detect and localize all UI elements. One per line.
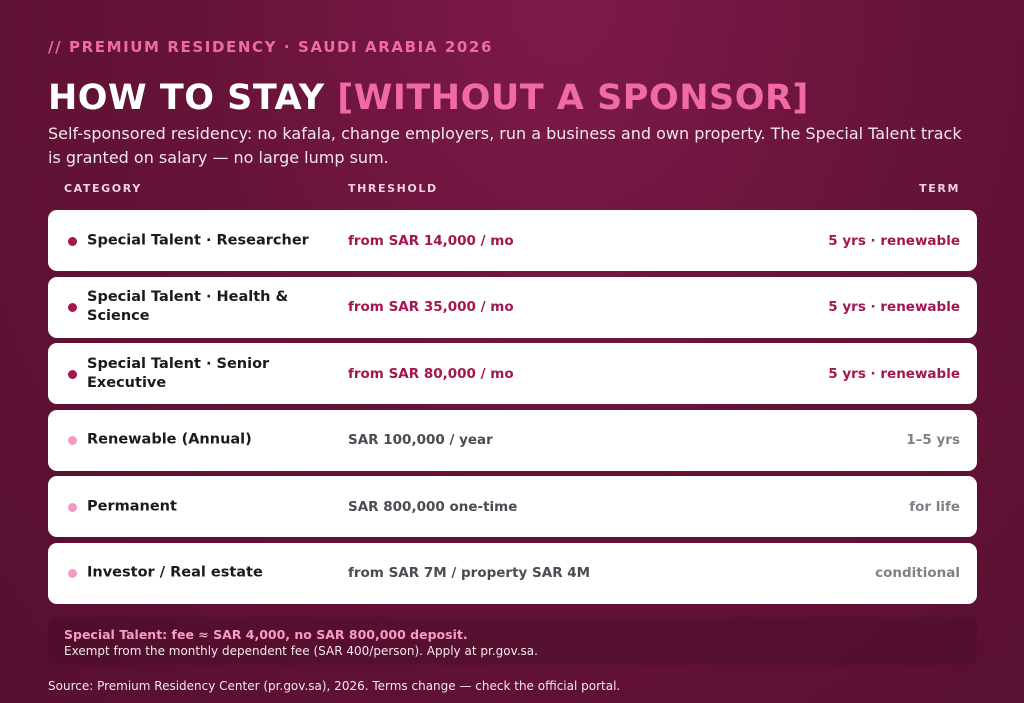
row-term: for life bbox=[909, 498, 960, 515]
note-box bbox=[48, 617, 977, 665]
column-header-threshold: THRESHOLD bbox=[348, 182, 438, 195]
table-row bbox=[48, 343, 977, 404]
title-highlight: [WITHOUT A SPONSOR] bbox=[337, 78, 809, 118]
bullet-dot-icon bbox=[68, 503, 77, 512]
column-header-term: TERM bbox=[919, 182, 960, 195]
column-header-category: CATEGORY bbox=[64, 182, 142, 195]
note-detail: Exempt from the monthly dependent fee (SAR 400/person). Apply at pr.gov.sa. bbox=[64, 644, 538, 658]
row-threshold: from SAR 14,000 / mo bbox=[348, 232, 514, 249]
table-row bbox=[48, 410, 977, 471]
row-category: Special Talent · Health & Science bbox=[87, 289, 289, 325]
residency-table bbox=[48, 210, 977, 610]
bullet-dot-icon bbox=[68, 303, 77, 312]
bullet-dot-icon bbox=[68, 370, 77, 379]
table-row bbox=[48, 476, 977, 537]
row-term: 5 yrs · renewable bbox=[828, 232, 960, 249]
title-main: HOW TO STAY bbox=[48, 78, 338, 118]
row-term: conditional bbox=[875, 565, 960, 582]
table-row bbox=[48, 210, 977, 271]
table-row bbox=[48, 543, 977, 604]
row-category: Investor / Real estate bbox=[87, 564, 263, 581]
row-threshold: SAR 800,000 one-time bbox=[348, 498, 518, 515]
row-term: 1–5 yrs bbox=[906, 432, 960, 449]
row-term: 5 yrs · renewable bbox=[828, 299, 960, 316]
row-term: 5 yrs · renewable bbox=[828, 365, 960, 382]
bullet-dot-icon bbox=[68, 436, 77, 445]
note-highlight: Special Talent: fee ≈ SAR 4,000, no SAR 800,000 deposit. bbox=[64, 627, 468, 642]
row-threshold: SAR 100,000 / year bbox=[348, 432, 493, 449]
row-threshold: from SAR 35,000 / mo bbox=[348, 299, 514, 316]
bullet-dot-icon bbox=[68, 569, 77, 578]
row-threshold: from SAR 80,000 / mo bbox=[348, 365, 514, 382]
row-category: Renewable (Annual) bbox=[87, 431, 252, 448]
source-footnote: Source: Premium Residency Center (pr.gov.sa), 2026. Terms change — check the official portal. bbox=[48, 679, 621, 693]
page-subtitle: Self-sponsored residency: no kafala, change employers, run a business and own property. The Special Talent track is granted on salary — no large lump sum. bbox=[48, 124, 962, 167]
table-row bbox=[48, 277, 977, 338]
row-category: Special Talent · Senior Executive bbox=[87, 355, 270, 391]
bullet-dot-icon bbox=[68, 237, 77, 246]
row-threshold: from SAR 7M / property SAR 4M bbox=[348, 565, 591, 582]
row-category: Permanent bbox=[87, 498, 177, 515]
page-title bbox=[48, 78, 809, 118]
page-kicker: // PREMIUM RESIDENCY · SAUDI ARABIA 2026 bbox=[48, 38, 493, 56]
row-category: Special Talent · Researcher bbox=[87, 232, 309, 248]
